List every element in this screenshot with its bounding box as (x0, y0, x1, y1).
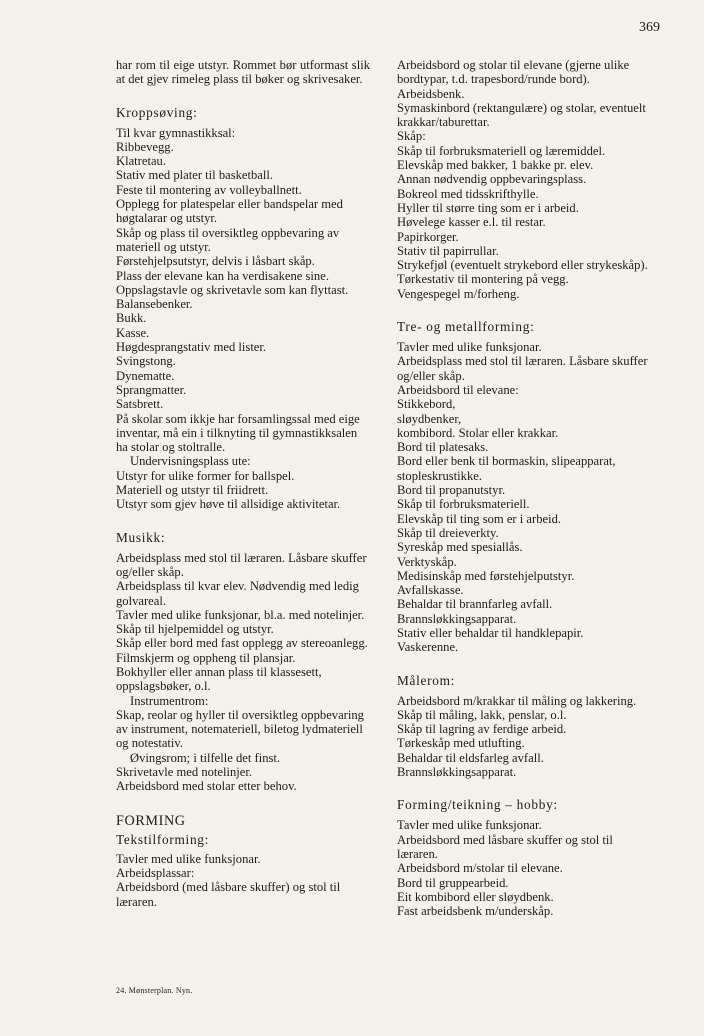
list-item: Symaskinbord (rektangulære) og stolar, eventuelt krakkar/taburettar. (397, 100, 646, 130)
list-item: Filmskjerm og oppheng til plansjar. (116, 650, 296, 665)
list-item: Arbeidsbenk. (397, 86, 465, 101)
section-heading: Tre- og metallforming: (397, 319, 535, 335)
list-item: Arbeidsplassar: (116, 865, 195, 880)
list-item: Tavler med ulike funksjonar. (397, 340, 542, 355)
section-heading: Musikk: (116, 529, 166, 545)
list-item: Skåp eller bord med fast opplegg av stereoanlegg. (116, 636, 368, 651)
left-column (116, 58, 370, 927)
list-item: Eit kombibord eller sløydbenk. (397, 889, 554, 904)
sub-label: Instrumentrom: (130, 693, 209, 708)
section-heading: Forming/teikning – hobby: (397, 797, 558, 813)
list-item: Materiell og utstyr til friidrett. (116, 483, 269, 498)
section-forming-hobby (397, 797, 653, 918)
list-item: Elevskåp med bakker, 1 bakke pr. elev. (397, 158, 594, 173)
list-item: Tavler med ulike funksjonar, bl.a. med notelinjer. (116, 607, 365, 622)
list-item: Opplegg for platespelar eller bandspelar med høgtalarar og utstyr. (116, 197, 343, 226)
list-item: Arbeidsbord til elevane: (397, 382, 519, 397)
list-item: Behaldar til brannfarleg avfall. (397, 597, 553, 612)
list-item: Klatretau. (116, 154, 166, 169)
list-item: Stativ eller behaldar til handklepapir. (397, 625, 584, 640)
list-item: kombibord. Stolar eller krakkar. (397, 425, 559, 440)
list-item: Arbeidsbord med stolar etter behov. (116, 779, 297, 794)
list-item: På skolar som ikkje har forsamlingssal med eige inventar, må ein i tilknyting til gymnastikksalen ha stolar og stoltralle. (116, 411, 360, 455)
list-item: sløydbenker, (397, 411, 462, 426)
list-item: Ribbevegg. (116, 139, 174, 154)
list-item: Skåp til forbruksmateriell. (397, 497, 530, 512)
section-heading: Kroppsøving: (116, 104, 198, 120)
list-item: Arbeidsbord og stolar til elevane (gjerne ulike bordtypar, t.d. trapesbord/runde bord). (397, 58, 630, 87)
item-list (116, 126, 370, 455)
list-item: Satsbrett. (116, 397, 164, 412)
list-item: Medisinskåp med førstehjelputstyr. (397, 568, 575, 583)
list-item: Skåp til hjelpemiddel og utstyr. (116, 622, 274, 637)
list-item: Bukk. (116, 311, 147, 326)
list-item: Stativ med plater til basketball. (116, 168, 274, 183)
list-item: Feste til montering av volleyballnett. (116, 182, 302, 197)
list-item: Bord til platesaks. (397, 440, 489, 455)
list-item: Tavler med ulike funksjonar. (397, 818, 542, 833)
item-list (116, 708, 370, 751)
sub-label: Øvingsrom; i tilfelle det finst. (130, 750, 281, 765)
list-item: Vaskerenne. (397, 640, 459, 655)
section-heading: Tekstilforming: (116, 831, 210, 847)
intro-paragraph: har rom til eige utstyr. Rommet bør utformast slik at det gjev rimeleg plass til bøker og skrivesaker. (116, 58, 370, 87)
section-tre-metall (397, 319, 653, 655)
section-tekstil-continued (397, 58, 653, 301)
list-item: Arbeidsplass med stol til læraren. Låsbare skuffer og/eller skåp. (116, 550, 367, 579)
list-item: Stikkebord, (397, 397, 456, 412)
list-item: Bokreol med tidsskrifthylle. (397, 186, 539, 201)
list-item: Papirkorger. (397, 229, 459, 244)
list-item: Sprangmatter. (116, 382, 187, 397)
list-item: Skrivetavle med notelinjer. (116, 765, 253, 780)
list-item: Skåp til måling, lakk, penslar, o.l. (397, 707, 567, 722)
section-malerom (397, 673, 653, 780)
item-list (116, 765, 370, 794)
item-list (397, 818, 653, 918)
list-item: Bord eller benk til bormaskin, slipeapparat, stopleskrustikke. (397, 454, 616, 483)
list-item: Til kvar gymnastikksal: (116, 125, 236, 140)
list-item: Hyller til større ting som er i arbeid. (397, 200, 579, 215)
list-item: Elevskåp til ting som er i arbeid. (397, 511, 562, 526)
list-item: Syreskåp med spesiallås. (397, 540, 523, 555)
list-item: Høvelege kasser e.l. til restar. (397, 215, 546, 230)
list-item: Balansebenker. (116, 297, 193, 312)
item-list (397, 694, 653, 780)
list-item: Behaldar til eldsfarleg avfall. (397, 750, 544, 765)
chapter-heading: FORMING (116, 812, 186, 829)
list-item: Førstehjelpsutstyr, delvis i låsbart skåp. (116, 254, 315, 269)
list-item: Arbeidsplass til kvar elev. Nødvendig med ledig golvareal. (116, 579, 359, 608)
list-item: Skåp til forbruksmateriell og læremiddel. (397, 143, 606, 158)
footnote: 24. Mønsterplan. Nyn. (116, 986, 193, 995)
list-item: Tavler med ulike funksjonar. (116, 851, 261, 866)
item-list (397, 58, 653, 301)
page-number: 369 (639, 20, 660, 35)
section-heading: Målerom: (397, 672, 456, 688)
list-item: Bord til propanutstyr. (397, 483, 506, 498)
section-kroppsoving (116, 105, 370, 512)
list-item: Utstyr som gjev høve til allsidige aktivitetar. (116, 497, 341, 512)
list-item: Skap, reolar og hyller til oversiktleg oppbevaring av instrument, notemateriell, biletog lydmateriell og notestativ. (116, 707, 364, 751)
section-musikk (116, 530, 370, 794)
list-item: Skåp: (397, 129, 426, 144)
list-item: Brannsløkkingsapparat. (397, 611, 517, 626)
list-item: Annan nødvendig oppbevaringsplass. (397, 172, 587, 187)
item-list (397, 340, 653, 655)
list-item: Dynematte. (116, 368, 175, 383)
right-column (397, 58, 653, 936)
list-item: Arbeidsbord (med låsbare skuffer) og stol til læraren. (116, 880, 341, 909)
list-item: Brannsløkkingsapparat. (397, 765, 517, 780)
list-item: Avfallskasse. (397, 583, 464, 598)
list-item: Skåp til dreieverkty. (397, 525, 499, 540)
item-list (116, 469, 370, 512)
list-item: Tørkestativ til montering på vegg. (397, 272, 569, 287)
list-item: Arbeidsbord m/stolar til elevane. (397, 861, 563, 876)
list-item: Fast arbeidsbenk m/underskåp. (397, 904, 554, 919)
section-forming (116, 812, 370, 909)
list-item: Tørkeskåp med utlufting. (397, 736, 525, 751)
list-item: Arbeidsbord med låsbare skuffer og stol til læraren. (397, 832, 613, 861)
list-item: Stativ til papirrullar. (397, 243, 499, 258)
item-list (116, 852, 370, 909)
list-item: Bokhyller eller annan plass til klassesett, oppslagsbøker, o.l. (116, 664, 322, 694)
sub-label: Undervisningsplass ute: (130, 454, 251, 469)
list-item: Høgdesprangstativ med lister. (116, 340, 267, 355)
list-item: Verktyskåp. (397, 554, 457, 569)
list-item: Vengespegel m/forheng. (397, 286, 520, 301)
list-item: Arbeidsplass med stol til læraren. Låsbare skuffer og/eller skåp. (397, 354, 648, 383)
list-item: Skåp og plass til oversiktleg oppbevaring av materiell og utstyr. (116, 225, 340, 254)
list-item: Plass der elevane kan ha verdisakene sine. (116, 268, 329, 283)
list-item: Oppslagstavle og skrivetavle som kan flyttast. (116, 282, 349, 297)
list-item: Strykefjøl (eventuelt strykebord eller strykeskåp). (397, 258, 648, 273)
list-item: Skåp til lagring av ferdige arbeid. (397, 722, 567, 737)
list-item: Svingstong. (116, 354, 176, 369)
list-item: Utstyr for ulike former for ballspel. (116, 468, 295, 483)
list-item: Kasse. (116, 325, 150, 340)
item-list (116, 551, 370, 694)
list-item: Bord til gruppearbeid. (397, 875, 509, 890)
list-item: Arbeidsbord m/krakkar til måling og lakkering. (397, 693, 637, 708)
